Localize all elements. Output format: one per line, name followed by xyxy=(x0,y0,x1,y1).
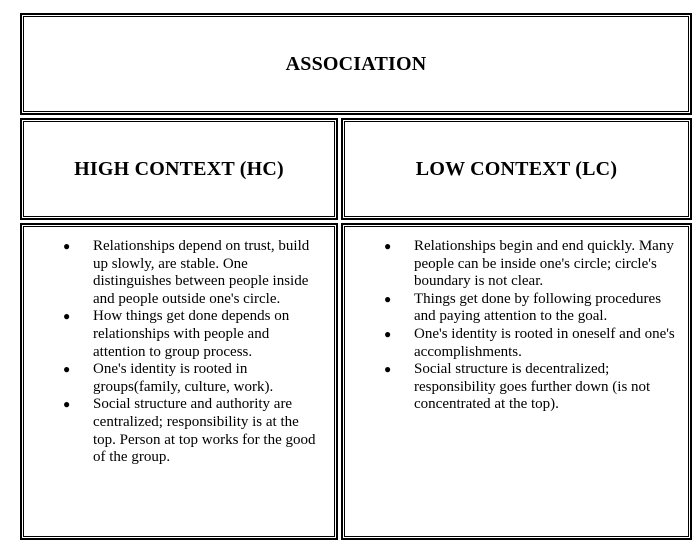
list-item-text: One's identity is rooted in oneself and one's accomplishments. xyxy=(414,325,675,360)
association-header-cell xyxy=(20,13,692,115)
low-context-body-cell xyxy=(341,223,692,540)
list-item-text: Relationships begin and end quickly. Many people can be inside one's circle; circle's boundary is not clear. xyxy=(414,238,674,290)
high-context-header-cell xyxy=(20,118,338,220)
list-item xyxy=(384,326,684,361)
list-item xyxy=(384,361,684,414)
list-item-text: Things get done by following procedures and paying attention to the goal. xyxy=(414,290,662,325)
list-item xyxy=(63,238,325,308)
high-context-title: HIGH CONTEXT (HC) xyxy=(74,157,284,180)
bullet-icon: ● xyxy=(384,239,392,253)
list-item-text: Relationships depend on trust, build up slowly, are stable. One distinguishes between people inside and people outside one's circle. xyxy=(93,238,310,307)
bullet-icon: ● xyxy=(63,309,71,324)
low-context-header-cell xyxy=(341,118,692,220)
low-context-list xyxy=(384,238,684,414)
low-context-title: LOW CONTEXT (LC) xyxy=(415,157,618,180)
list-item xyxy=(63,308,325,361)
bullet-icon: ● xyxy=(63,239,71,253)
list-item-text: Social structure and authority are centralized; responsibility is at the top. Person at top works for the good of the group. xyxy=(93,396,316,466)
high-context-body-cell xyxy=(20,223,338,540)
list-item-text: How things get done depends on relationships with people and attention to group process. xyxy=(93,308,290,360)
association-title: ASSOCIATION xyxy=(285,52,427,75)
bullet-icon: ● xyxy=(63,362,71,377)
list-item xyxy=(63,361,325,396)
bullet-icon: ● xyxy=(63,397,71,412)
high-context-list xyxy=(63,238,325,467)
list-item xyxy=(384,291,684,326)
list-item xyxy=(384,238,684,291)
bullet-icon: ● xyxy=(384,326,392,341)
list-item-text: Social structure is decentralized; responsibility goes further down (is not concentrated at the top). xyxy=(414,361,651,413)
list-item-text: One's identity is rooted in groups(family, culture, work). xyxy=(93,361,274,395)
bullet-icon: ● xyxy=(384,362,392,377)
list-item xyxy=(63,396,325,466)
bullet-icon: ● xyxy=(384,291,392,306)
